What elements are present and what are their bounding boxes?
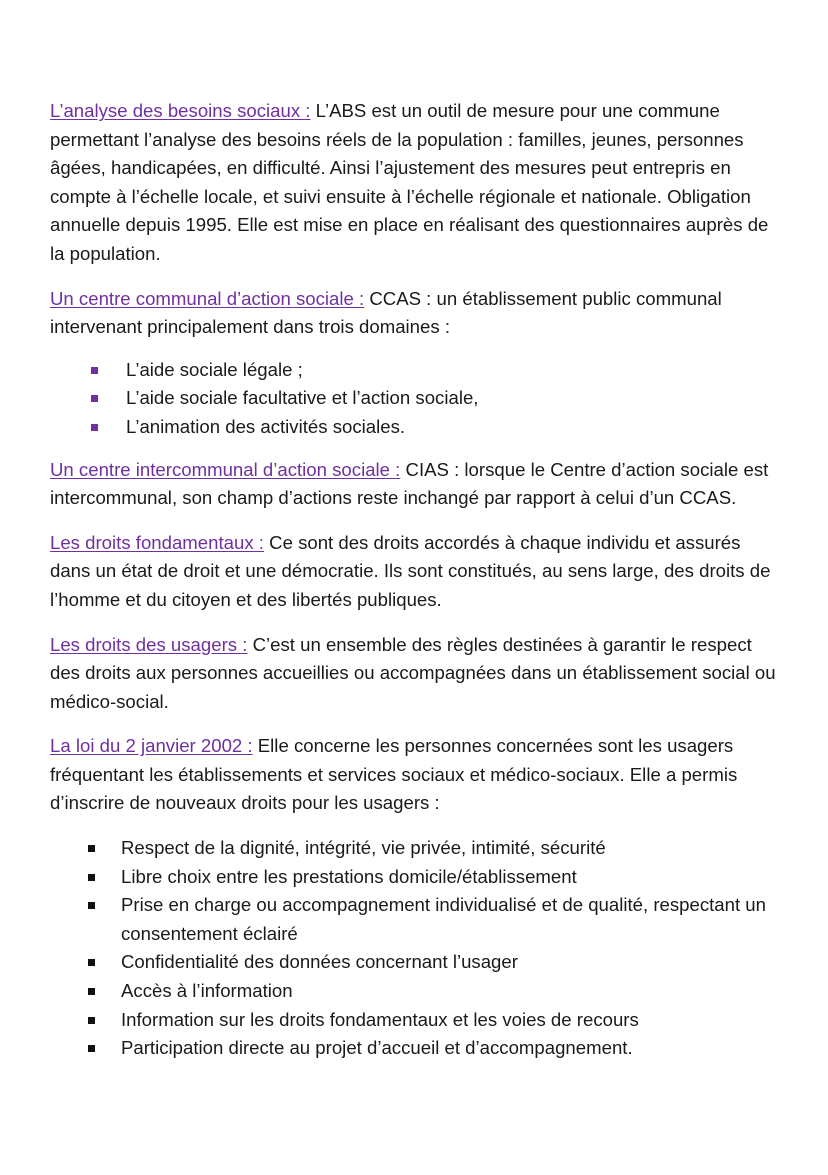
list-item xyxy=(50,356,780,385)
paragraph-droits-fondamentaux xyxy=(50,529,780,615)
list-item xyxy=(50,834,780,863)
list-item-text: Confidentialité des données concernant l’usager xyxy=(121,951,518,973)
square-bullet-icon xyxy=(88,874,95,881)
list-item xyxy=(50,863,780,892)
list-item xyxy=(50,977,780,1006)
list-item-text: Accès à l’information xyxy=(121,980,293,1002)
term-droits-fondamentaux: Les droits fondamentaux : xyxy=(50,531,264,553)
list-item-text: L’animation des activités sociales. xyxy=(126,415,406,437)
list-item-text: L’aide sociale facultative et l’action sociale, xyxy=(126,387,479,409)
definition-droits-fondamentaux: Ce sont des droits accordés à chaque individu et assurés dans un état de droit et une démocratie. Ils sont constitués, au sens large, des droits de l’homme et du citoyen et des libertés publiques. xyxy=(50,531,771,610)
list-item xyxy=(50,1034,780,1063)
square-bullet-icon xyxy=(91,424,98,431)
list-item xyxy=(50,891,780,948)
square-bullet-icon xyxy=(88,1045,95,1052)
definition-loi-2002: Elle concerne les personnes concernées sont les usagers fréquentant les établissements et services sociaux et médico-sociaux. Elle a permis d’inscrire de nouveaux droits pour les usagers : xyxy=(50,735,738,814)
square-bullet-icon xyxy=(91,395,98,402)
term-cias: Un centre intercommunal d’action sociale : xyxy=(50,458,401,480)
square-bullet-icon xyxy=(91,367,98,374)
definition-droits-usagers: C’est un ensemble des règles destinées à garantir le respect des droits aux personnes accueillies ou accompagnées dans un établissement social ou médico-social. xyxy=(50,633,776,712)
square-bullet-icon xyxy=(88,959,95,966)
square-bullet-icon xyxy=(88,902,95,909)
paragraph-abs xyxy=(50,97,780,269)
list-item-text: Libre choix entre les prestations domicile/établissement xyxy=(121,865,577,887)
square-bullet-icon xyxy=(88,1017,95,1024)
list-item-text: Prise en charge ou accompagnement individualisé et de qualité, respectant un consentement éclairé xyxy=(121,894,766,944)
square-bullet-icon xyxy=(88,988,95,995)
list-item-text: Respect de la dignité, intégrité, vie privée, intimité, sécurité xyxy=(121,837,606,859)
term-loi-2002: La loi du 2 janvier 2002 : xyxy=(50,735,253,757)
list-item-text: Information sur les droits fondamentaux et les voies de recours xyxy=(121,1008,639,1030)
list-item-text: Participation directe au projet d’accueil et d’accompagnement. xyxy=(121,1037,633,1059)
usager-rights-list xyxy=(50,834,780,1063)
term-abs: L’analyse des besoins sociaux : xyxy=(50,100,311,121)
list-item xyxy=(50,384,780,413)
list-item xyxy=(50,413,780,442)
definition-ccas: CCAS : un établissement public communal intervenant principalement dans trois domaines : xyxy=(50,287,722,338)
ccas-domains-list xyxy=(50,356,780,442)
list-item xyxy=(50,948,780,977)
definition-abs: L’ABS est un outil de mesure pour une commune permettant l’analyse des besoins réels de la population : familles, jeunes, personnes âgées, handicapées, en difficulté. Ainsi l’ajustement des mesures peut entrepris en compte à l’échelle locale, et suivi ensuite à l’échelle régionale et nationale. Obligation annuelle depuis 1995. Elle est mise en place en réalisant des questionnaires auprès de la population. xyxy=(50,100,769,264)
list-item xyxy=(50,1006,780,1035)
paragraph-loi-2002 xyxy=(50,732,780,818)
paragraph-ccas xyxy=(50,285,780,342)
term-droits-usagers: Les droits des usagers : xyxy=(50,633,248,655)
paragraph-cias xyxy=(50,456,780,513)
square-bullet-icon xyxy=(88,845,95,852)
list-item-text: L’aide sociale légale ; xyxy=(126,358,303,380)
paragraph-droits-usagers xyxy=(50,631,780,717)
definition-cias: CIAS : lorsque le Centre d’action sociale est intercommunal, son champ d’actions reste inchangé par rapport à celui d’un CCAS. xyxy=(50,458,769,509)
term-ccas: Un centre communal d’action sociale : xyxy=(50,287,365,309)
